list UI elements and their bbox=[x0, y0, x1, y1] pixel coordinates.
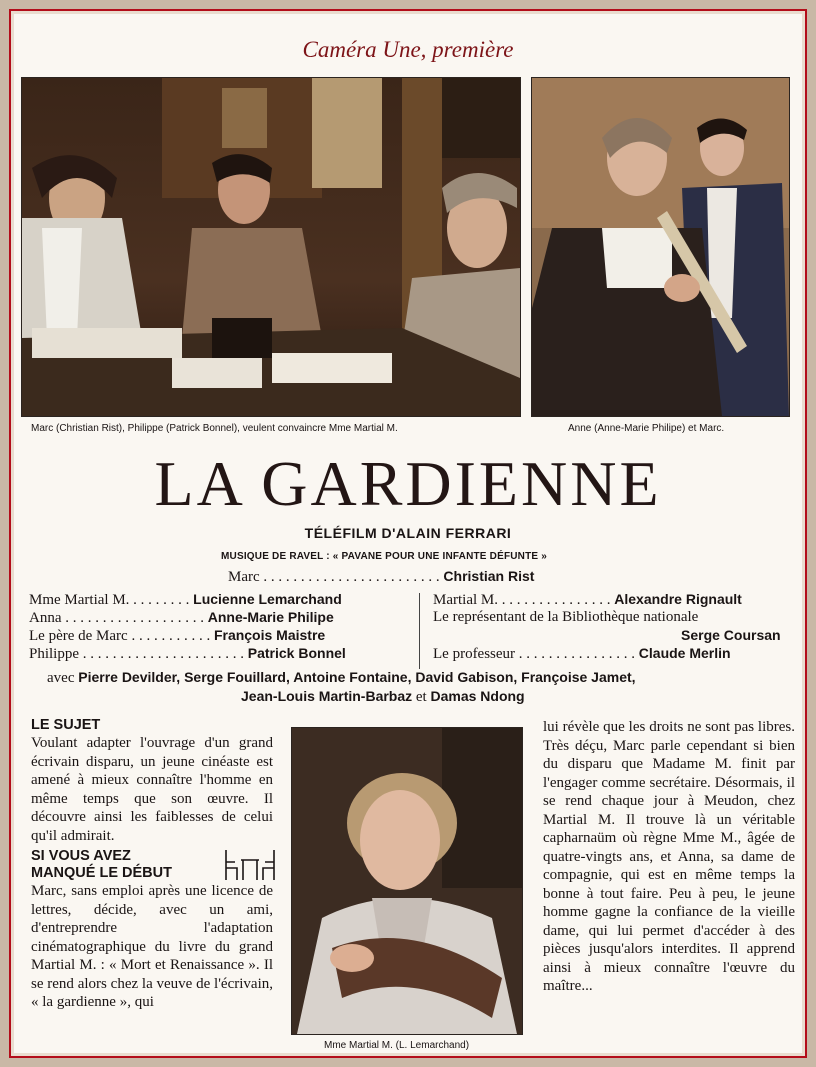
avec-last: Damas Ndong bbox=[430, 688, 525, 704]
cast-actor: Patrick Bonnel bbox=[247, 645, 346, 661]
section-header: Caméra Une, première bbox=[302, 37, 514, 62]
cast-dots: . . . . . . . . . . . . . . . . . . . . . . . . bbox=[259, 569, 444, 585]
photo-office-scene-image bbox=[22, 78, 520, 416]
cast-avec-line1 bbox=[47, 669, 636, 687]
left-column bbox=[31, 717, 273, 1012]
cast-right-3 bbox=[681, 627, 781, 645]
right-column-text: lui révèle que les droits ne sont pas libres. Très déçu, Marc parle cependant si bien du disparu que Madame M. finit par l'engager comme secrétaire. Désormais, il se rend chaque jour à Meudon, chez Martial M. Il trouve là un véritable capharnaüm où règne Mme M., âgée de quatre-vingts ans, et Anna, sa dame de compagnie, qui est en même temps la bonne à tout faire. Peu à peu, le jeune homme gagne la confiance de la vieille dame, qui lui permet d'accéder à des pièces jusqu'alors interdites. Il apprend ainsi à mieux connaître l'œuvre du maître... bbox=[543, 719, 795, 994]
avec-names-2: Jean-Louis Martin-Barbaz bbox=[241, 688, 413, 704]
cast-actor: Anne-Marie Philipe bbox=[207, 609, 334, 625]
cast-dots: . . . . . . . . . . . bbox=[127, 628, 214, 644]
debut-heading-2: MANQUÉ LE DÉBUT bbox=[31, 865, 172, 881]
cast-role: Mme Martial M. bbox=[29, 592, 130, 608]
sujet-text: Voulant adapter l'ouvrage d'un grand écrivain disparu, un jeune cinéaste est amené à mieux connaître l'homme en même temps que son œuvre. Il découvre ainsi les faiblesses de celui qu'il admirait. bbox=[31, 735, 273, 844]
cast-left-4 bbox=[29, 645, 346, 663]
cast-role: Le père de Marc bbox=[29, 628, 128, 644]
cast-role: Anna bbox=[29, 610, 62, 626]
debut-heading-1: SI VOUS AVEZ bbox=[31, 848, 131, 864]
cast-role: Philippe bbox=[29, 646, 80, 662]
cast-dots: . . . . . . . . . . . . . . . . . . . . . . bbox=[79, 646, 248, 662]
magazine-page bbox=[9, 9, 807, 1058]
cast-left-2 bbox=[29, 609, 334, 627]
cast-role: Le représentant de la Bibliothèque nationale bbox=[433, 609, 699, 625]
cast-right-4 bbox=[433, 645, 731, 663]
cast-actor: Claude Merlin bbox=[638, 645, 731, 661]
cast-dots: . . . . . . . . . . . . . . . . bbox=[515, 646, 639, 662]
cast-role: Martial M. bbox=[433, 592, 498, 608]
cast-top-line bbox=[228, 568, 534, 586]
avec-prefix: avec bbox=[47, 670, 75, 686]
cast-right-2 bbox=[433, 609, 698, 626]
page-title: LA GARDIENNE bbox=[154, 448, 662, 519]
cast-left-3 bbox=[29, 627, 325, 645]
cast-actor: Serge Coursan bbox=[681, 627, 781, 643]
cast-actor: François Maistre bbox=[213, 627, 326, 643]
photo1-caption: Marc (Christian Rist), Philippe (Patrick Bonnel), veulent convaincre Mme Martial M. bbox=[31, 423, 398, 434]
cast-role: Le professeur bbox=[433, 646, 516, 662]
cast-divider bbox=[419, 593, 420, 669]
debut-text: Marc, sans emploi après une licence de lettres, décide, avec un ami, d'entreprendre l'adaptation cinématographique du livre du grand Martial M. : « Mort et Renaissance ». Il se rend alors chez la veuve de l'écrivain, « la gardienne », qui bbox=[31, 883, 273, 1010]
music-credit: MUSIQUE DE RAVEL : « PAVANE POUR UNE INFANTE DÉFUNTE » bbox=[221, 551, 548, 562]
cast-dots: . . . . . . . . . . . . . . . bbox=[498, 592, 615, 608]
cast-left-1 bbox=[29, 591, 342, 609]
photo2-caption: Anne (Anne-Marie Philipe) et Marc. bbox=[568, 423, 725, 434]
debut-heading-block bbox=[31, 848, 273, 882]
photo-flute-scene bbox=[531, 77, 790, 417]
subtitle: TÉLÉFILM D'ALAIN FERRARI bbox=[304, 525, 512, 541]
cast-right-1 bbox=[433, 591, 742, 609]
sujet-heading: LE SUJET bbox=[31, 717, 101, 733]
photo3-caption: Mme Martial M. (L. Lemarchand) bbox=[324, 1040, 470, 1051]
chairs-table-icon bbox=[223, 848, 277, 882]
cast-dots: . . . . . . . . bbox=[129, 592, 194, 608]
right-column bbox=[543, 718, 795, 996]
avec-et: et bbox=[415, 689, 427, 705]
cast-role: Marc bbox=[228, 569, 260, 585]
cast-avec-line2 bbox=[241, 688, 525, 706]
cast-dots: . . . . . . . . . . . . . . . . . . . bbox=[61, 610, 208, 626]
photo-lemarchand bbox=[291, 727, 523, 1035]
photo-lemarchand-image bbox=[292, 728, 522, 1034]
avec-names: Pierre Devilder, Serge Fouillard, Antoine Fontaine, David Gabison, Françoise Jamet, bbox=[78, 669, 636, 685]
cast-actor: Christian Rist bbox=[443, 568, 535, 584]
cast-actor: Lucienne Lemarchand bbox=[193, 591, 342, 607]
photo-flute-scene-image bbox=[532, 78, 789, 416]
cast-actor: Alexandre Rignault bbox=[614, 591, 742, 607]
photo-office-scene bbox=[21, 77, 521, 417]
